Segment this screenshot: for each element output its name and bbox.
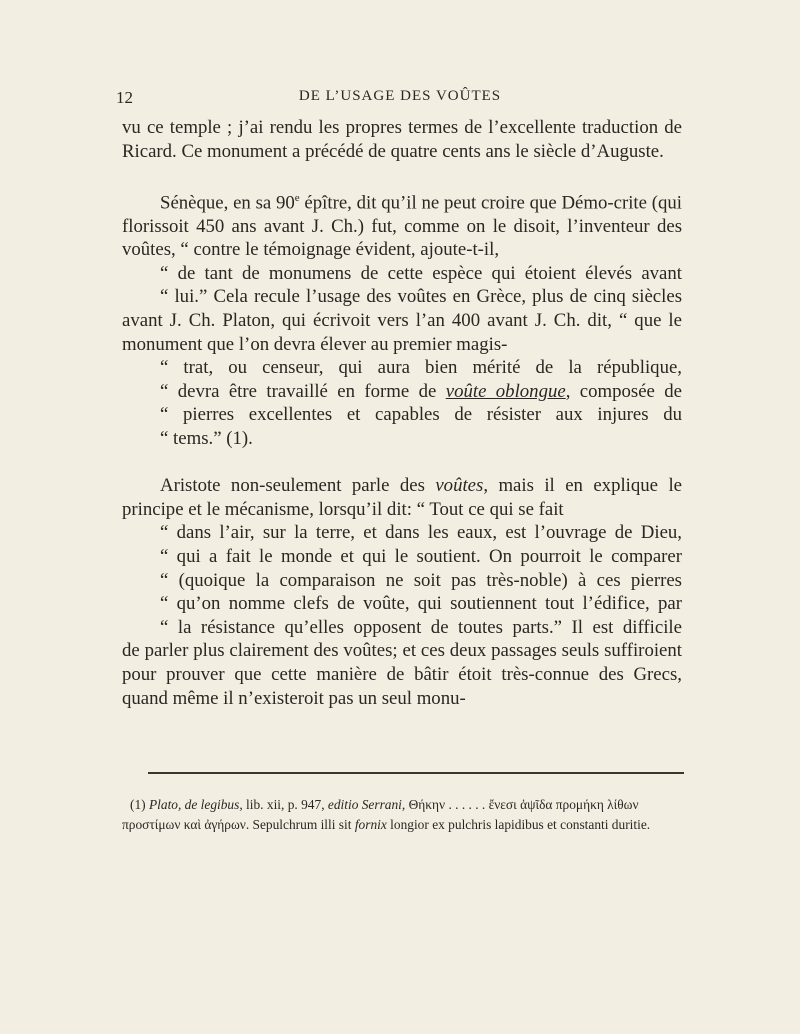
footnote (122, 795, 682, 835)
quote-line: “ tems.” (1). (160, 427, 253, 449)
footnote-edition: editio Serrani, (327, 797, 406, 812)
paragraph-3-text-end: de parler plus clairement des voûtes; et ces deux passages seuls suffiroient pour prouver que cette manière de bâtir étoit très-connue des Grecs, quand même il n’existeroit pas un seul monu- (122, 640, 682, 709)
quote-line: “ lui.” Cela recule l’usage des voûtes en Grèce, plus de cinq siècles (160, 286, 682, 308)
page-number: 12 (116, 88, 133, 107)
emphasis-voute-oblongue (446, 381, 566, 402)
paragraph-3 (122, 474, 682, 710)
footnote-source-title: Plato, de legibus, (148, 797, 243, 812)
quote-line: “ pierres excellentes et capables de résister aux injures du (160, 404, 682, 426)
paragraph-2 (122, 187, 682, 451)
footnote-latin-a: Sepulchrum illi sit (249, 817, 355, 832)
emphasis-voutes: voûtes (435, 475, 484, 497)
quote-line: “ trat, ou censeur, qui aura bien mérité de la république, (160, 357, 682, 379)
quote-line: “ la résistance qu’elles opposent de toutes parts.” Il est difficile (160, 616, 682, 638)
quote-line: “ qui a fait le monde et qui le soutient. On pourroit le comparer (160, 545, 682, 567)
footnote-reference: lib. xii, p. 947, (242, 797, 328, 812)
paragraph-2-text-a: Sénèque, en sa 90 (160, 192, 295, 214)
footnote-latin-b: longior ex pulchris lapidibus et constanti duritie. (386, 817, 651, 832)
quote-line: “ dans l’air, sur la terre, et dans les eaux, est l’ouvrage de Dieu, (160, 522, 682, 544)
quote-line: “ qu’on nomme clefs de voûte, qui soutiennent tout l’édifice, par (160, 593, 682, 615)
paragraph-3-text-a: Aristote non-seulement parle des (160, 475, 436, 497)
running-head (116, 88, 684, 114)
quote-line: “ de tant de monumens de cette espèce qui étoient élevés avant (160, 262, 682, 284)
quote-line-text: , composée de (565, 380, 682, 402)
running-title: DE L’USAGE DES VOÛTES (298, 88, 502, 104)
paragraph-2-text-c: avant J. Ch. Platon, qui écrivoit vers l’an 400 avant J. Ch. dit, “ que le monument que l’on devra élever au premier magis- (122, 310, 682, 355)
footnote-line-1 (122, 795, 682, 815)
footnote-greek-2: πρoστίμων καὶ ἀγήρων. (122, 817, 250, 832)
ordinal-superscript: e (294, 191, 300, 204)
footnote-marker: (1) (130, 797, 149, 812)
paragraph-1: vu ce temple ; j’ai rendu les propres termes de l’excellente traduction de Ricard. Ce monument a précédé de quatre cents ans le siècle d’Auguste. (122, 117, 682, 162)
quote-line: “ (quoique la comparaison ne soit pas très-noble) à ces pierres (160, 569, 682, 591)
underlined-phrase: voûte oblongue (445, 380, 566, 402)
paragraph-3-text-b: , mais il en explique le principe et le mécanisme, lorsqu’il dit: “ Tout ce qui se fait (122, 475, 682, 520)
footnote-line-2 (122, 817, 650, 832)
paragraph-2-text-b: épître, dit qu’il ne peut croire que Démo-crite (qui florissoit 450 ans avant J. Ch.) fut, comme on le disoit, l’inventeur des voûtes, “ contre le témoignage évident, ajoute-t-il, (122, 192, 682, 261)
footnote-rule (148, 772, 684, 774)
quote-line (122, 380, 682, 404)
body-text (122, 116, 682, 710)
footnote-latin-fornix: fornix (354, 817, 387, 832)
quote-line-text: “ devra être travaillé en forme de (160, 380, 446, 402)
footnote-greek-1: Θήκην . . . . . . ἔνεσι ἁψῖδα προμήκη λίθων (405, 797, 639, 812)
